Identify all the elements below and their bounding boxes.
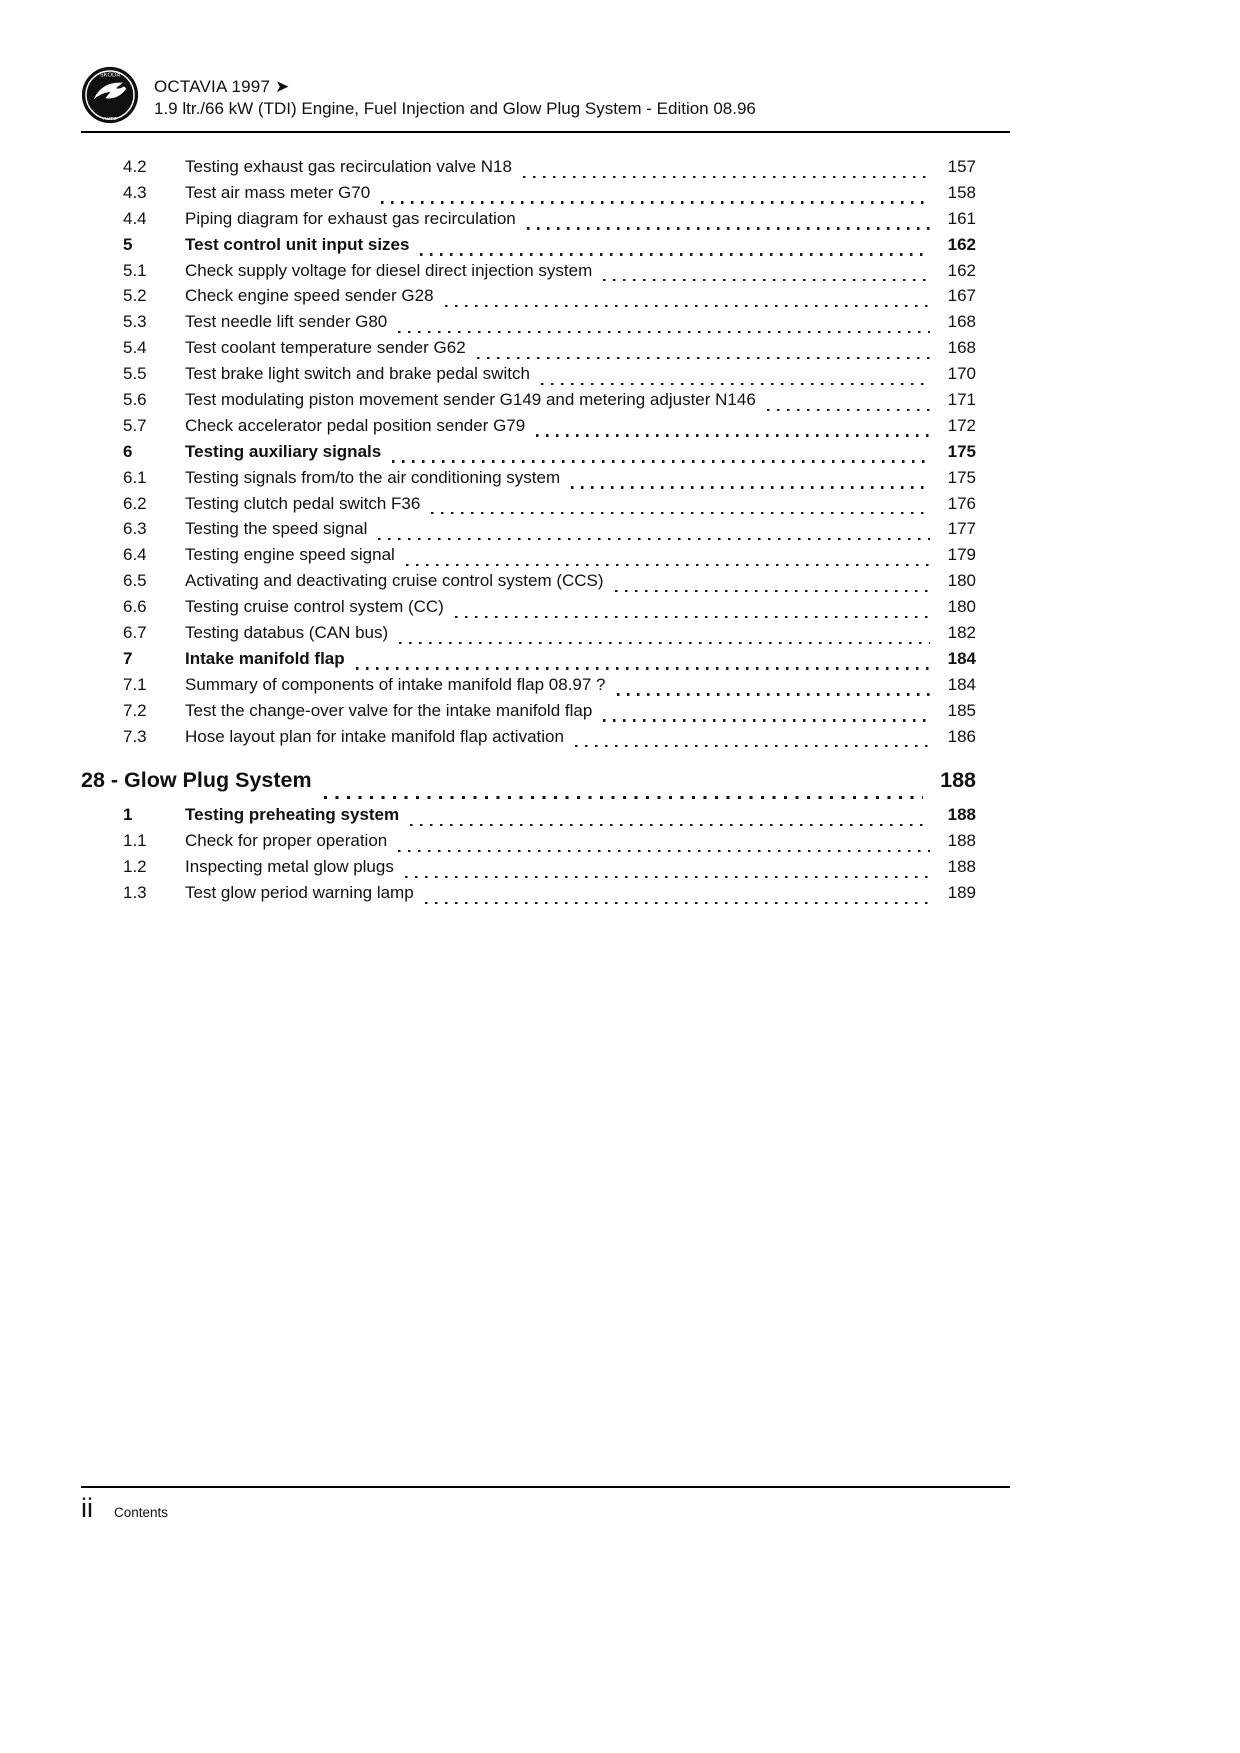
toc-entry-row: [81, 468, 1010, 494]
dot-leader: [399, 642, 930, 644]
toc-entry-row: [81, 883, 1010, 909]
toc-entry-title: Activating and deactivating cruise control system (CCS): [185, 571, 604, 591]
dot-leader: [356, 667, 930, 669]
dot-leader: [324, 796, 923, 799]
toc-entry-title: Test needle lift sender G80: [185, 312, 388, 332]
toc-entry-title: Test the change-over valve for the intake manifold flap: [185, 700, 593, 720]
toc-entry-page: 158: [947, 182, 976, 202]
toc-entry-row: [81, 805, 1010, 831]
toc-entry-title: Check accelerator pedal position sender G79: [185, 415, 526, 435]
toc-entry-page: 188: [947, 805, 976, 825]
toc-entry-number: 6.5: [123, 571, 147, 591]
toc-entry-number: 4.4: [123, 208, 147, 228]
toc-entry-title: Test control unit input sizes: [185, 234, 410, 254]
dot-leader: [378, 538, 930, 540]
toc-entry-page: 180: [947, 597, 976, 617]
page-header: [81, 66, 1010, 124]
toc-entry-number: 6.7: [123, 623, 147, 643]
footer-contents-label: Contents: [114, 1505, 169, 1520]
toc-entry-number: 6.3: [123, 519, 147, 539]
toc-entry-title: Testing the speed signal: [185, 519, 368, 539]
toc-entry-title: Testing preheating system: [185, 805, 400, 825]
toc-entry-title: Inspecting metal glow plugs: [185, 857, 394, 877]
toc-entry-row: [81, 416, 1010, 442]
toc-entry-title: Testing clutch pedal switch F36: [185, 493, 421, 513]
toc-entry-row: [81, 545, 1010, 571]
toc-entry-number: 4.3: [123, 182, 147, 202]
toc-entry-page: 180: [947, 571, 976, 591]
toc-entry-number: 6: [123, 441, 133, 461]
toc-entry-number: 6.1: [123, 467, 147, 487]
toc-entry-page: 157: [947, 157, 976, 176]
toc-entry-page: 175: [947, 467, 976, 487]
toc-entry-number: 5.6: [123, 390, 147, 410]
toc-entry-row: [81, 857, 1010, 883]
toc-entry-number: 1.1: [123, 831, 147, 851]
toc-entry-page: 168: [947, 312, 976, 332]
toc-entry-row: [81, 390, 1010, 416]
toc-entry-number: 1.3: [123, 883, 147, 903]
manual-subtitle: 1.9 ltr./66 kW (TDI) Engine, Fuel Injection and Glow Plug System - Edition 08.96: [154, 99, 756, 118]
toc-entry-page: 182: [947, 623, 976, 643]
toc-entry-row: [81, 831, 1010, 857]
dot-leader: [431, 512, 930, 514]
toc-entry-row: [81, 727, 1010, 753]
toc-entry-title: Check engine speed sender G28: [185, 286, 434, 306]
dot-leader: [603, 719, 930, 721]
toc-entry-title: Testing databus (CAN bus): [185, 623, 389, 643]
toc-entry-title: Testing engine speed signal: [185, 545, 395, 565]
toc-entry-page: 161: [947, 208, 976, 228]
svg-text:AUTO: AUTO: [103, 115, 117, 122]
toc-entry-number: 7.1: [123, 674, 147, 694]
toc-entry-number: 5.5: [123, 364, 147, 384]
toc-entry-page: 179: [947, 545, 976, 565]
toc-entry-row: [81, 701, 1010, 727]
toc-entry-number: 7: [123, 648, 133, 668]
dot-leader: [406, 564, 930, 566]
footer-divider: [81, 1486, 1010, 1488]
dot-leader: [405, 876, 930, 878]
dot-leader: [398, 850, 930, 852]
toc-entry-row: [81, 338, 1010, 364]
dot-leader: [410, 824, 930, 826]
toc-entry-page: 189: [947, 883, 976, 903]
header-text: [154, 71, 756, 119]
toc-entry-number: 5.1: [123, 260, 147, 280]
toc-entry-row: [81, 364, 1010, 390]
toc-entry-row: [81, 519, 1010, 545]
dot-leader: [477, 357, 930, 359]
toc-entry-row: [81, 312, 1010, 338]
toc-entry-page: 162: [947, 260, 976, 280]
toc-entry-page: 185: [947, 700, 976, 720]
footer-page-number: ii: [81, 1493, 93, 1523]
dot-leader: [571, 486, 930, 488]
toc-entry-page: 188: [947, 831, 976, 851]
toc-entry-title: Test air mass meter G70: [185, 182, 371, 202]
dot-leader: [445, 305, 930, 307]
toc-entry-row: [81, 571, 1010, 597]
toc-entry-row: [81, 494, 1010, 520]
toc-entry-row: [81, 183, 1010, 209]
toc-entry-row: [81, 261, 1010, 287]
skoda-logo-icon: [81, 66, 139, 124]
dot-leader: [398, 331, 930, 333]
toc-entry-row: [81, 442, 1010, 468]
toc-entry-number: 6.4: [123, 545, 147, 565]
dot-leader: [455, 616, 930, 618]
toc-entry-page: 162: [947, 234, 976, 254]
dot-leader: [541, 383, 930, 385]
toc-entry-title: Piping diagram for exhaust gas recirculation: [185, 208, 516, 228]
dot-leader: [603, 279, 930, 281]
toc-entry-page: 177: [947, 519, 976, 539]
toc-entry-number: 5.4: [123, 338, 147, 358]
toc-entry-title: Test modulating piston movement sender G149 and metering adjuster N146: [185, 390, 756, 410]
toc-entry-page: 170: [947, 364, 976, 384]
toc-entry-row: [81, 157, 1010, 183]
toc-entry-page: 175: [947, 441, 976, 461]
dot-leader: [615, 590, 930, 592]
toc-entry-number: 6.2: [123, 493, 147, 513]
dot-leader: [523, 176, 930, 178]
toc-entry-page: 184: [947, 674, 976, 694]
toc-entry-number: 5.2: [123, 286, 147, 306]
toc-entry-page: 171: [947, 390, 976, 410]
toc-entry-page: 188: [947, 857, 976, 877]
toc-entry-page: 188: [940, 768, 976, 793]
manual-model-title: OCTAVIA 1997 ➤: [154, 77, 290, 96]
dot-leader: [425, 902, 930, 904]
toc-entry-number: 5.7: [123, 415, 147, 435]
toc-entry-row: [81, 597, 1010, 623]
dot-leader: [392, 460, 930, 462]
toc-entry-number: 7.3: [123, 726, 147, 746]
toc-entry-row: [81, 649, 1010, 675]
toc-entry-number: 4.2: [123, 157, 147, 176]
toc-entry-row: [81, 209, 1010, 235]
toc-entry-row: [81, 286, 1010, 312]
dot-leader: [617, 693, 930, 695]
toc-entry-number: 5: [123, 234, 133, 254]
toc-entry-number: 6.6: [123, 597, 147, 617]
toc-entry-page: 167: [947, 286, 976, 306]
toc-entry-title: Test brake light switch and brake pedal switch: [185, 364, 530, 384]
toc-entry-row: [81, 623, 1010, 649]
toc-entry-title: Testing cruise control system (CC): [185, 597, 444, 617]
toc-entry-page: 168: [947, 338, 976, 358]
toc-entry-title: Testing exhaust gas recirculation valve N18: [185, 157, 512, 176]
toc-entry-page: 176: [947, 493, 976, 513]
dot-leader: [420, 253, 930, 255]
toc-entry-number: 1.2: [123, 857, 147, 877]
toc-entry-title: Summary of components of intake manifold flap 08.97 ?: [185, 674, 606, 694]
toc-entry-title: Check supply voltage for diesel direct injection system: [185, 260, 593, 280]
dot-leader: [575, 745, 930, 747]
toc-chapter-row: [81, 768, 1010, 805]
toc-entry-title: Test glow period warning lamp: [185, 883, 414, 903]
toc-entry-title: Test coolant temperature sender G62: [185, 338, 466, 358]
toc-list: [81, 157, 1010, 909]
toc-entry-row: [81, 235, 1010, 261]
toc-entry-title: Testing auxiliary signals: [185, 441, 382, 461]
toc-entry-title: 28 - Glow Plug System: [81, 768, 312, 793]
toc-entry-row: [81, 675, 1010, 701]
dot-leader: [536, 434, 930, 436]
toc-entry-number: 5.3: [123, 312, 147, 332]
toc-entry-page: 172: [947, 415, 976, 435]
dot-leader: [381, 201, 930, 203]
toc-entry-title: Intake manifold flap: [185, 648, 345, 668]
toc-entry-number: 1: [123, 805, 133, 825]
toc-entry-page: 186: [947, 726, 976, 746]
toc-entry-title: Check for proper operation: [185, 831, 388, 851]
toc-entry-page: 184: [947, 648, 976, 668]
toc-entry-title: Testing signals from/to the air conditioning system: [185, 467, 561, 487]
toc-entry-number: 7.2: [123, 700, 147, 720]
dot-leader: [767, 409, 930, 411]
dot-leader: [527, 227, 930, 229]
toc-entry-title: Hose layout plan for intake manifold flap activation: [185, 726, 564, 746]
page-footer: [81, 1486, 1010, 1524]
header-divider: [81, 131, 1010, 133]
svg-text:SKODA: SKODA: [99, 72, 121, 79]
